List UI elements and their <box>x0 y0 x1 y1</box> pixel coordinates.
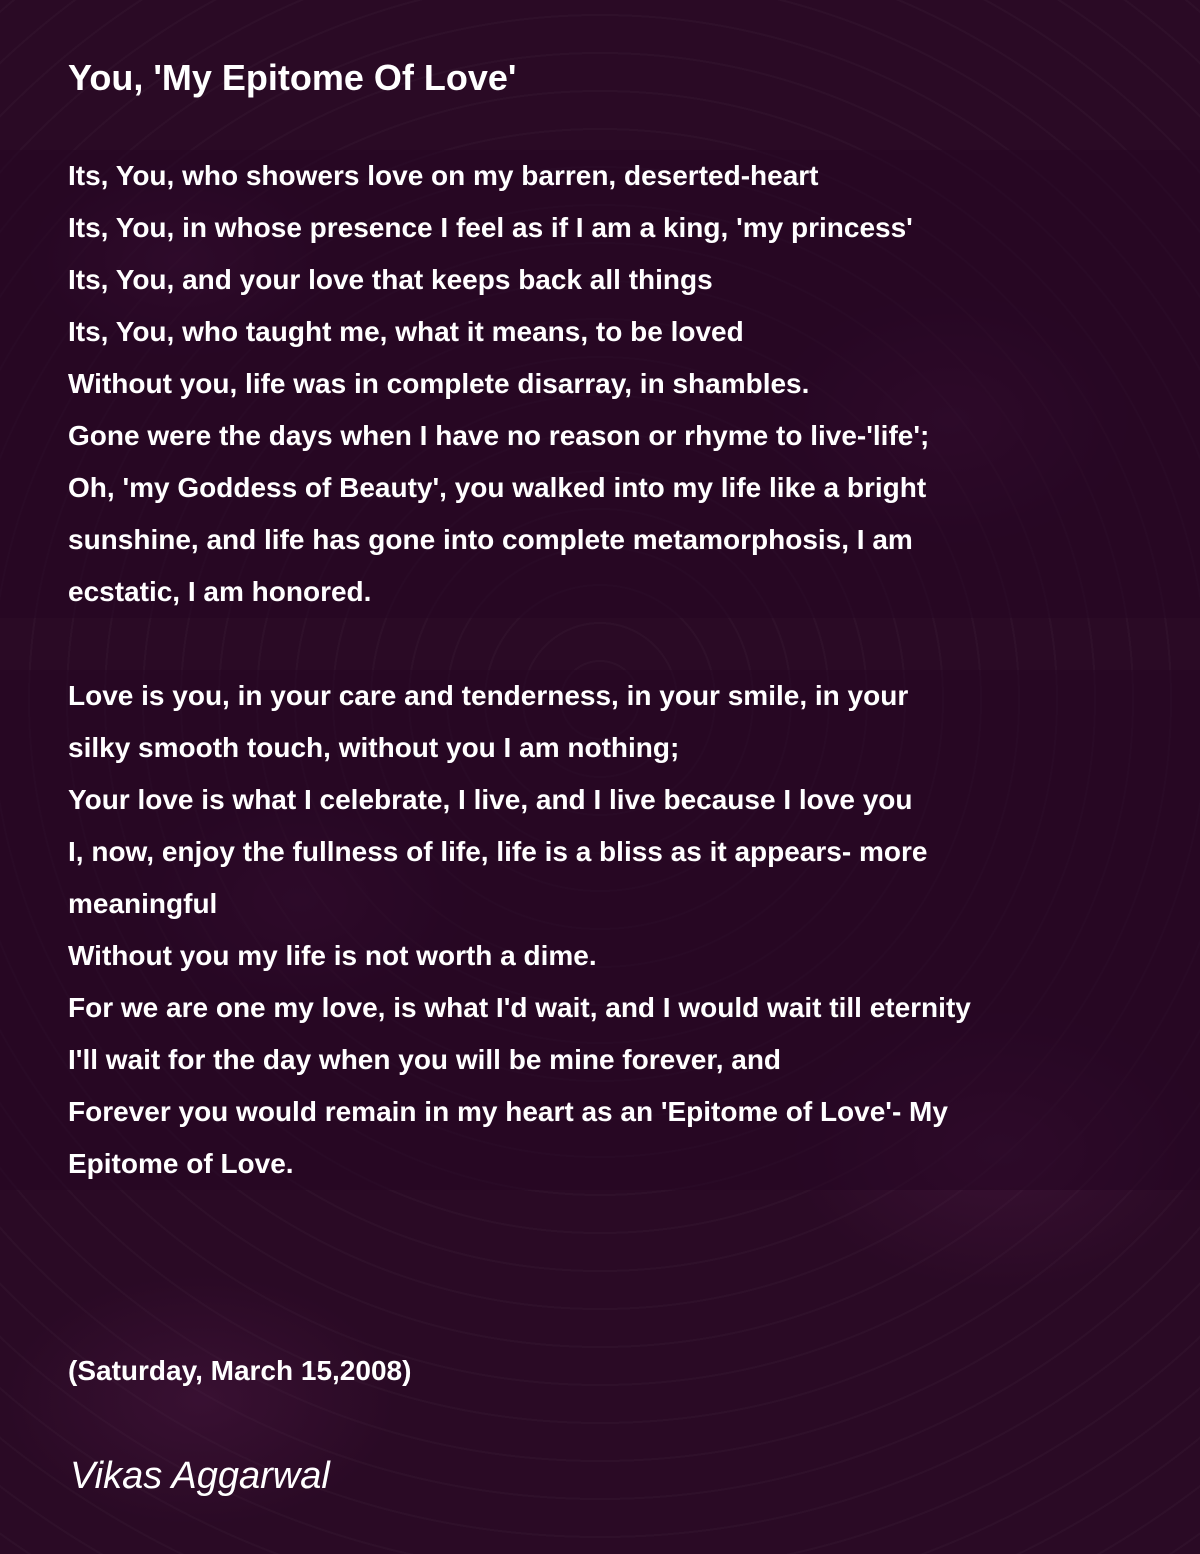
poem-line: Its, You, and your love that keeps back all things <box>68 264 713 295</box>
poem-line: Love is you, in your care and tenderness, in your smile, in your <box>68 680 909 711</box>
poem-line: Forever you would remain in my heart as an 'Epitome of Love'- My <box>68 1096 948 1127</box>
poem-line: sunshine, and life has gone into complete metamorphosis, I am <box>68 524 913 555</box>
poem-line: ecstatic, I am honored. <box>68 576 372 607</box>
author-name: Vikas Aggarwal <box>70 1455 330 1497</box>
poem-date: (Saturday, March 15,2008) <box>68 1355 412 1386</box>
poem-body <box>0 150 1200 1190</box>
poem-line: Without you my life is not worth a dime. <box>68 940 597 971</box>
poem-line: Epitome of Love. <box>68 1148 294 1179</box>
poem-title: You, 'My Epitome Of Love' <box>68 57 517 98</box>
stanza-2 <box>0 670 1200 1190</box>
stanza-gap <box>0 618 1200 670</box>
poem-line: Its, You, who taught me, what it means, to be loved <box>68 316 744 347</box>
poem-line: I'll wait for the day when you will be mine forever, and <box>68 1044 782 1075</box>
poem-line: Oh, 'my Goddess of Beauty', you walked into my life like a bright <box>68 472 927 503</box>
poem-line: Gone were the days when I have no reason or rhyme to live-'life'; <box>68 420 930 451</box>
poem-line: Your love is what I celebrate, I live, and I live because I love you <box>68 784 913 815</box>
stanza-1 <box>0 150 1200 618</box>
poem-line: meaningful <box>68 888 218 919</box>
poem-line: silky smooth touch, without you I am nothing; <box>68 732 680 763</box>
poem-line: I, now, enjoy the fullness of life, life is a bliss as it appears- more <box>68 836 928 867</box>
poem-line: Without you, life was in complete disarray, in shambles. <box>68 368 810 399</box>
poem-line: Its, You, who showers love on my barren, deserted-heart <box>68 160 819 191</box>
poem-line: Its, You, in whose presence I feel as if I am a king, 'my princess' <box>68 212 913 243</box>
poem-line: For we are one my love, is what I'd wait, and I would wait till eternity <box>68 992 971 1023</box>
